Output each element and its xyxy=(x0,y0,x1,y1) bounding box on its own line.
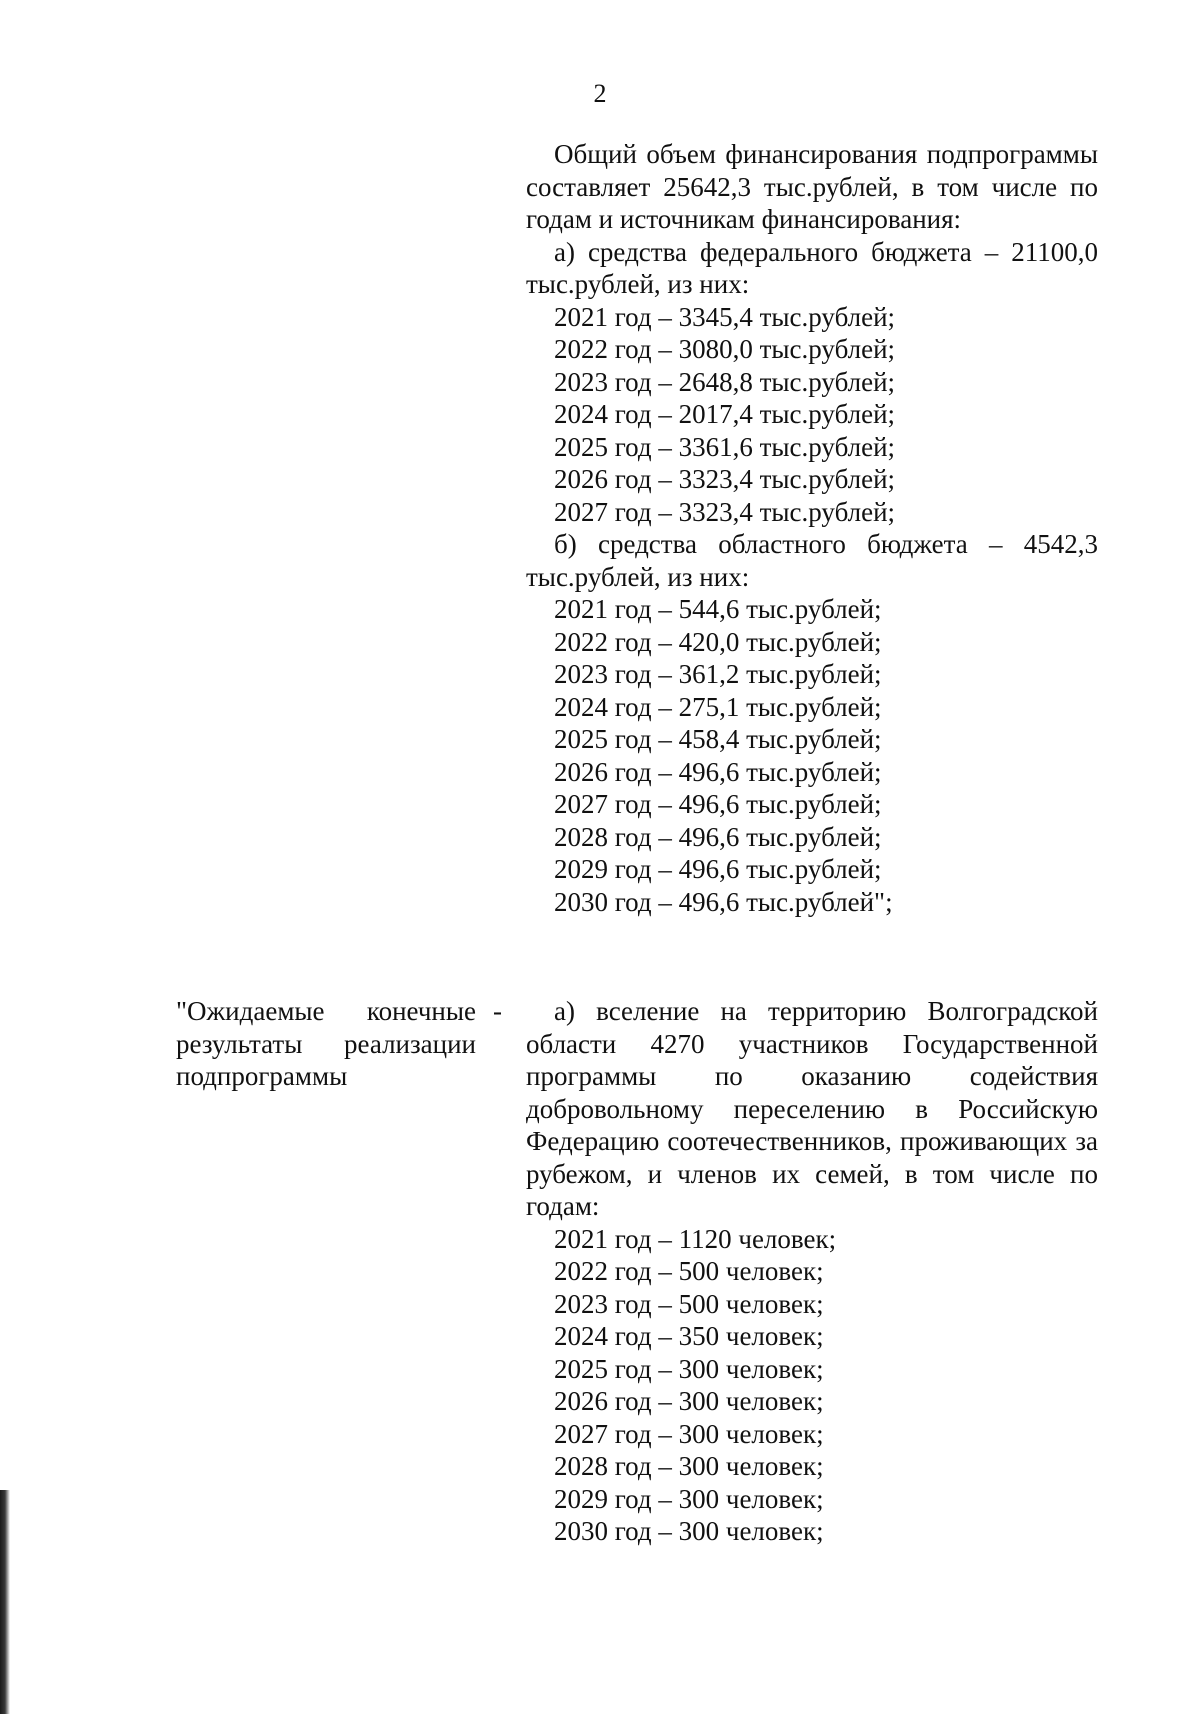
funding-section xyxy=(526,138,1098,918)
federal-budget-years xyxy=(526,301,1098,529)
federal-year-line: 2021 год – 3345,4 тыс.рублей; xyxy=(554,301,896,332)
results-year-line: 2021 год – 1120 человек; xyxy=(554,1223,837,1254)
regional-year-line: 2023 год – 361,2 тыс.рублей; xyxy=(554,659,882,689)
results-year-line: 2024 год – 350 человек; xyxy=(554,1321,824,1351)
results-year-line: 2029 год – 300 человек; xyxy=(554,1483,824,1514)
results-label-cell xyxy=(176,995,476,1093)
federal-year-line: 2024 год – 2017,4 тыс.рублей; xyxy=(554,399,896,429)
page-number: 2 xyxy=(593,79,607,108)
label-separator: - xyxy=(493,996,502,1026)
results-year-line: 2026 год – 300 человек; xyxy=(554,1386,824,1416)
regional-year-line: 2021 год – 544,6 тыс.рублей; xyxy=(554,594,882,624)
federal-year-line: 2026 год – 3323,4 тыс.рублей; xyxy=(554,464,896,494)
regional-year-line: 2028 год – 496,6 тыс.рублей; xyxy=(554,821,882,852)
federal-year-line: 2022 год – 3080,0 тыс.рублей; xyxy=(554,334,896,364)
federal-budget-header: а) средства федерального бюджета – 21100,0 тыс.рублей, из них: xyxy=(526,236,1098,299)
results-label: "Ожидаемые конечные результаты реализации подпрограммы xyxy=(176,996,476,1091)
results-year-line: 2022 год – 500 человек; xyxy=(554,1256,824,1286)
results-years xyxy=(526,1223,1098,1548)
results-intro: а) вселение на территорию Волгоградской области 4270 участников Государственной программы по оказанию содействия добровольному переселению в Российскую Федерацию соотечественников, проживающих за рубежом, и членов их семей, в том числе по годам: xyxy=(526,996,1098,1221)
regional-year-line: 2027 год – 496,6 тыс.рублей; xyxy=(554,789,882,819)
regional-budget-years xyxy=(526,593,1098,918)
federal-year-line: 2027 год – 3323,4 тыс.рублей; xyxy=(554,496,896,527)
results-year-line: 2023 год – 500 человек; xyxy=(554,1288,824,1319)
federal-year-line: 2023 год – 2648,8 тыс.рублей; xyxy=(554,366,896,397)
regional-year-line: 2030 год – 496,6 тыс.рублей"; xyxy=(554,886,893,917)
results-year-line: 2028 год – 300 человек; xyxy=(554,1451,824,1481)
federal-year-line: 2025 год – 3361,6 тыс.рублей; xyxy=(554,431,896,462)
regional-year-line: 2025 год – 458,4 тыс.рублей; xyxy=(554,724,882,754)
regional-year-line: 2026 год – 496,6 тыс.рублей; xyxy=(554,756,882,787)
regional-year-line: 2029 год – 496,6 тыс.рублей; xyxy=(554,854,882,884)
funding-intro: Общий объем финансирования подпрограммы составляет 25642,3 тыс.рублей, в том числе по годам и источникам финансирования: xyxy=(526,139,1098,234)
results-section xyxy=(526,995,1098,1548)
results-year-line: 2030 год – 300 человек; xyxy=(554,1516,824,1546)
results-year-line: 2027 год – 300 человек; xyxy=(554,1418,824,1449)
scan-edge-shadow xyxy=(0,1490,10,1714)
results-year-line: 2025 год – 300 человек; xyxy=(554,1353,824,1384)
regional-year-line: 2022 год – 420,0 тыс.рублей; xyxy=(554,626,882,657)
regional-year-line: 2024 год – 275,1 тыс.рублей; xyxy=(554,691,882,722)
regional-budget-header: б) средства областного бюджета – 4542,3 тыс.рублей, из них: xyxy=(526,529,1098,592)
